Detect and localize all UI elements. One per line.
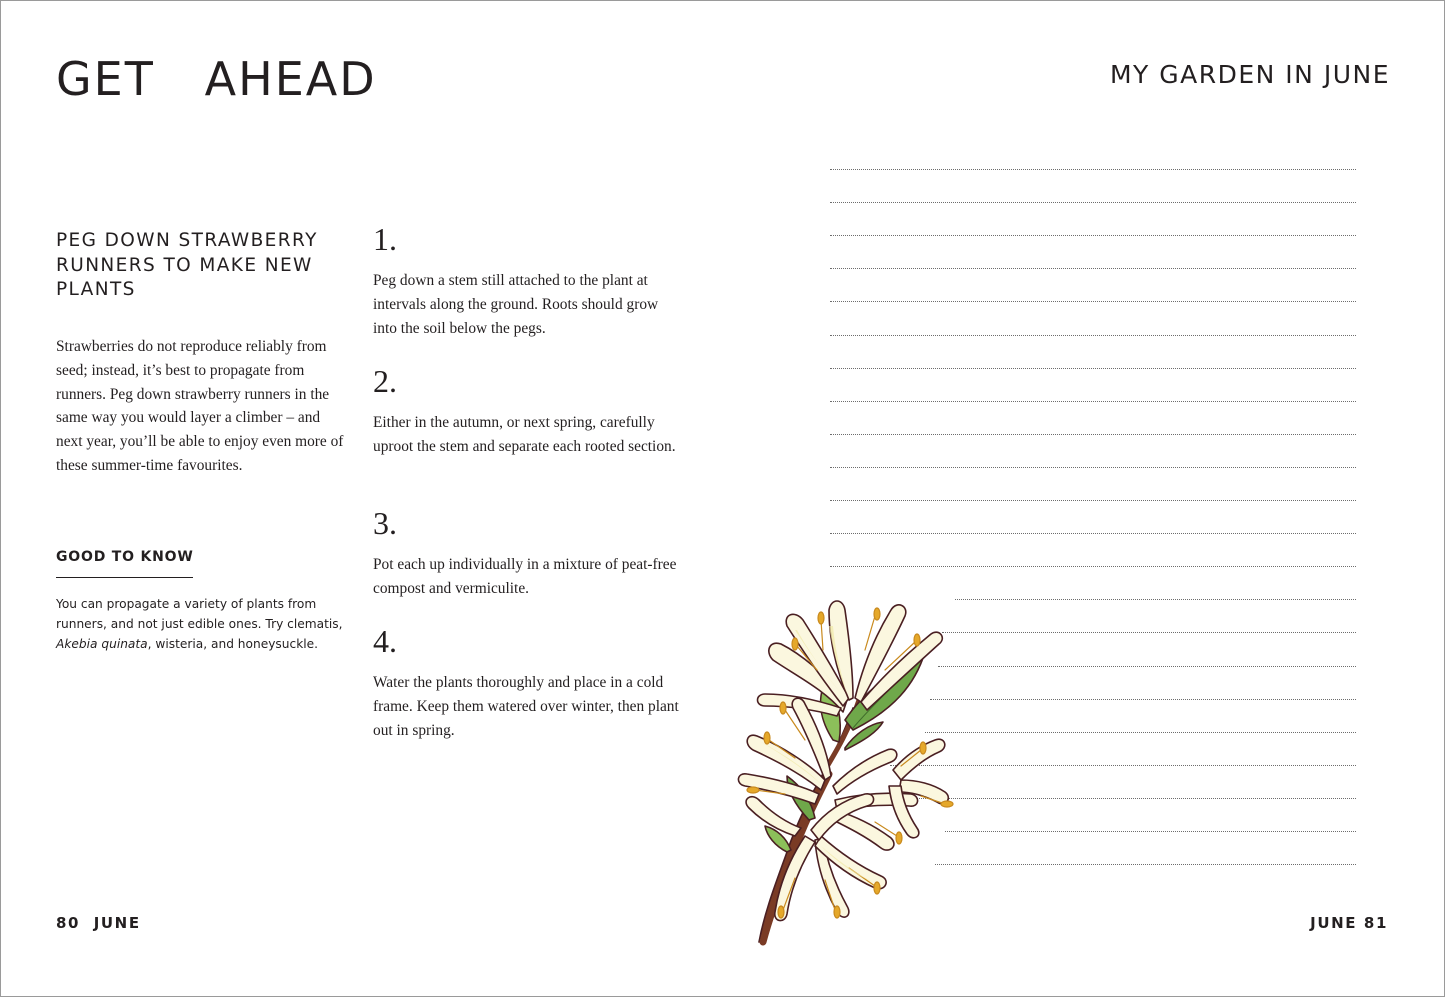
intro-paragraph: Strawberries do not reproduce reliably from seed; instead, it’s best to propagate from runners. Peg down strawberry runners in the same way you would layer a climber – and next year, you’ll be able to enjoy even more of these summer-time favourites.	[56, 338, 344, 474]
notes-line	[925, 732, 1356, 733]
notes-line	[830, 268, 1356, 269]
notes-line	[830, 533, 1356, 534]
honeysuckle-flower-icon	[725, 590, 955, 950]
good-to-know-plant-name: Akebia quinata	[56, 637, 148, 651]
notes-line	[830, 368, 1356, 369]
good-to-know-text-part: You can propagate a variety of plants from runners, and not just edible ones. Try clematis,	[56, 597, 343, 631]
step-3	[373, 507, 683, 601]
notes-line	[830, 401, 1356, 402]
good-to-know-rule	[56, 577, 193, 578]
step-text: Peg down a stem still attached to the plant at intervals along the ground. Roots should grow into the soil below the pegs.	[373, 272, 659, 337]
step-number: 2.	[373, 363, 397, 399]
section-heading: PEG DOWN STRAWBERRY RUNNERS TO MAKE NEW PLANTS	[56, 230, 318, 300]
notes-line	[930, 699, 1356, 700]
step-number: 4.	[373, 623, 397, 659]
notes-line	[890, 765, 1356, 766]
notes-line	[830, 335, 1356, 336]
step-text: Pot each up individually in a mixture of peat-free compost and vermiculite.	[373, 556, 677, 597]
step-1	[373, 223, 683, 340]
notes-title: MY GARDEN IN JUNE	[1109, 60, 1390, 89]
good-to-know-text-part: , wisteria, and honeysuckle.	[147, 637, 319, 651]
notes-line	[942, 632, 1356, 633]
page-footer-right: JUNE 81	[1310, 914, 1388, 932]
notes-line	[830, 500, 1356, 501]
step-text: Water the plants thoroughly and place in a cold frame. Keep them watered over winter, then plant out in spring.	[373, 674, 679, 739]
step-number: 1.	[373, 221, 397, 257]
step-number: 3.	[373, 505, 397, 541]
notes-line	[938, 666, 1356, 667]
notes-line	[830, 434, 1356, 435]
step-4	[373, 625, 683, 742]
good-to-know-text	[56, 594, 356, 654]
notes-line	[935, 864, 1356, 865]
step-2	[373, 365, 683, 459]
notes-line	[830, 169, 1356, 170]
notes-line	[885, 798, 1356, 799]
notes-line	[830, 566, 1356, 567]
notes-line	[830, 467, 1356, 468]
notes-line	[830, 301, 1356, 302]
good-to-know-heading: GOOD TO KNOW	[56, 549, 194, 565]
notes-line	[830, 235, 1356, 236]
notes-line	[955, 599, 1356, 600]
notes-line	[945, 831, 1356, 832]
page-footer-left: 80 JUNE	[56, 914, 141, 932]
page-title: GET AHEAD	[56, 52, 377, 106]
notes-line	[830, 202, 1356, 203]
step-text: Either in the autumn, or next spring, carefully uproot the stem and separate each rooted section.	[373, 414, 676, 455]
